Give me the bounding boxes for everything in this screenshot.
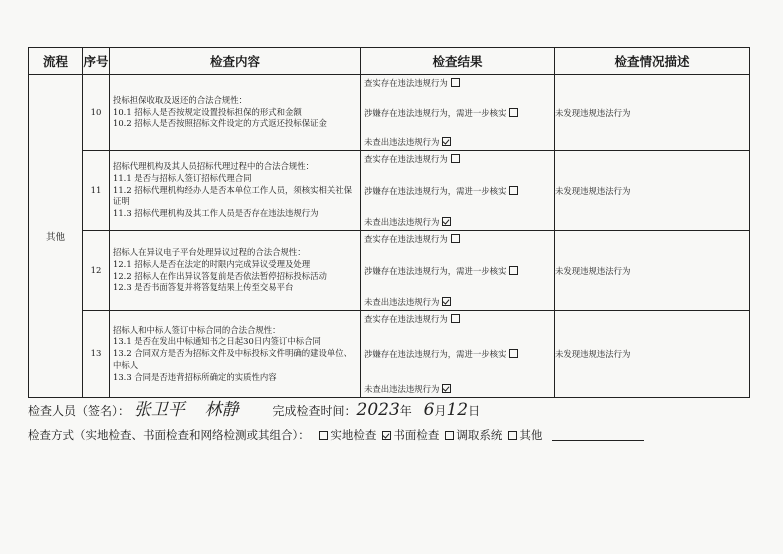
checkbox-icon[interactable] [451,234,460,243]
result-option-label: 涉嫌存在违法违规行为，需进一步核实 [364,349,507,359]
content-line: 招标人在异议电子平台处理异议过程的合法合规性： [113,246,306,257]
method-option[interactable] [508,428,542,442]
result-option-none [364,383,551,395]
result-option-none [364,136,551,148]
checkbox-icon[interactable] [319,431,328,440]
content-cell [110,75,361,151]
checked-checkbox-icon[interactable] [442,384,451,393]
method-label: 检查方式（实地检查、书面检查和网络检测或其组合）： [28,428,310,442]
result-option-label: 未查出违法违规行为 [364,217,440,227]
date-year: 2023 [356,400,400,420]
content-line: 招标代理机构及其人员招标代理过程中的合法合规性： [113,161,314,171]
complete-time-label: 完成检查时间： [272,404,357,418]
desc-cell: 未发现违规违法行为 [555,75,750,151]
header-seq: 序号 [83,48,110,75]
seq-cell: 11 [83,151,110,231]
desc-cell: 未发现违规违法行为 [555,311,750,398]
result-option-label: 涉嫌存在违法违规行为，需进一步核实 [364,265,507,276]
content-line: 招标人和中标人签订中标合同的合法合规性： [113,324,281,335]
checked-checkbox-icon[interactable] [442,297,451,306]
result-option-confirmed [364,313,551,325]
year-char: 年 [399,404,412,418]
result-option-confirmed [364,153,551,165]
method-option[interactable] [382,428,439,442]
content-cell [110,311,361,398]
content-line: 13.2 合同双方是否为招标文件及中标投标文件明确的建设单位、中标人 [113,348,353,370]
checked-checkbox-icon[interactable] [442,217,451,226]
method-option-label: 调取系统 [456,428,503,442]
desc-cell: 未发现违规违法行为 [555,231,750,311]
result-option-suspected [364,107,551,119]
method-option-label: 书面检查 [393,428,440,442]
content-line: 13.1 是否在发出中标通知书之日起30日内签订中标合同 [113,336,321,347]
content-line: 12.3 是否书面答复并将答复结果上传至交易平台 [113,282,294,293]
signature-2: 林静 [204,400,239,420]
method-option[interactable] [319,428,376,442]
checkbox-icon[interactable] [508,431,517,440]
table-row [29,151,750,231]
content-line: 12.2 招标人在作出异议答复前是否依法暂停招标投标活动 [113,270,327,281]
result-cell [361,151,555,231]
content-line: 10.1 招标人是否按规定设置投标担保的形式和金额 [113,106,302,117]
content-line: 10.2 招标人是否按照招标文件设定的方式返还投标保证金 [113,118,327,129]
content-line: 12.1 招标人是否在法定的时限内完成异议受理及处理 [113,258,311,269]
result-option-suspected [364,265,551,277]
content-line: 11.1 是否与招标人签订招标代理合同 [113,172,252,183]
checkbox-icon[interactable] [451,78,460,87]
content-line: 11.3 招标代理机构及其工作人员是否存在违法违规行为 [113,208,319,219]
signature-1: 张卫平 [133,400,185,420]
checked-checkbox-icon[interactable] [442,137,451,146]
method-line [28,427,644,443]
result-cell [361,75,555,151]
desc-cell: 未发现违规违法行为 [555,151,750,231]
checkbox-icon[interactable] [451,314,460,323]
content-line: 13.3 合同是否违背招标所确定的实质性内容 [113,371,277,382]
header-result: 检查结果 [361,48,555,75]
signature-line [28,395,480,420]
table-row [29,311,750,398]
result-option-suspected [364,185,551,197]
method-option[interactable] [445,428,502,442]
seq-cell: 10 [83,75,110,151]
checked-checkbox-icon[interactable] [382,431,391,440]
result-option-label: 查实存在违法违规行为 [364,234,448,244]
result-cell [361,231,555,311]
result-option-label: 未查出违法违规行为 [364,384,440,394]
content-line: 11.2 招标代理机构经办人是否本单位工作人员，须核实相关社保证明 [113,184,353,207]
result-option-label: 查实存在违法违规行为 [364,78,448,88]
result-option-confirmed [364,77,551,89]
content-cell [110,151,361,231]
day-char: 日 [468,404,481,418]
content-cell [110,231,361,311]
table-row [29,231,750,311]
result-option-label: 查实存在违法违规行为 [364,154,448,164]
inspector-label: 检查人员（签名）： [28,404,131,418]
inspection-table [28,47,750,398]
date-day: 12 [446,400,469,420]
result-option-label: 涉嫌存在违法违规行为，需进一步核实 [364,107,507,118]
checkbox-icon[interactable] [509,349,518,358]
checkbox-icon[interactable] [509,186,518,195]
result-option-none [364,216,551,228]
checkbox-icon[interactable] [509,266,518,275]
method-option-label: 实地检查 [330,428,377,442]
result-option-label: 涉嫌存在违法违规行为，需进一步核实 [364,185,507,196]
month-char: 月 [434,404,447,418]
other-method-blank[interactable] [552,440,644,441]
seq-cell: 12 [83,231,110,311]
result-option-label: 未查出违法违规行为 [364,137,440,147]
result-option-label: 未查出违法违规行为 [364,297,440,307]
table-row [29,75,750,151]
result-option-none [364,296,551,308]
header-content: 检查内容 [110,48,361,75]
result-option-confirmed [364,233,551,245]
date-month: 6 [423,400,435,420]
checkbox-icon[interactable] [451,154,460,163]
header-flow: 流程 [29,48,83,75]
result-option-label: 查实存在违法违规行为 [364,314,448,324]
header-desc: 检查情况描述 [555,48,750,75]
result-cell [361,311,555,398]
table-header-row [29,48,750,75]
flow-cell: 其他 [29,75,83,398]
method-option-label: 其他 [519,428,543,442]
result-option-suspected [364,348,551,360]
checkbox-icon[interactable] [445,431,454,440]
content-line: 投标担保收取及返还的合法合规性： [113,94,247,105]
checkbox-icon[interactable] [509,108,518,117]
seq-cell: 13 [83,311,110,398]
